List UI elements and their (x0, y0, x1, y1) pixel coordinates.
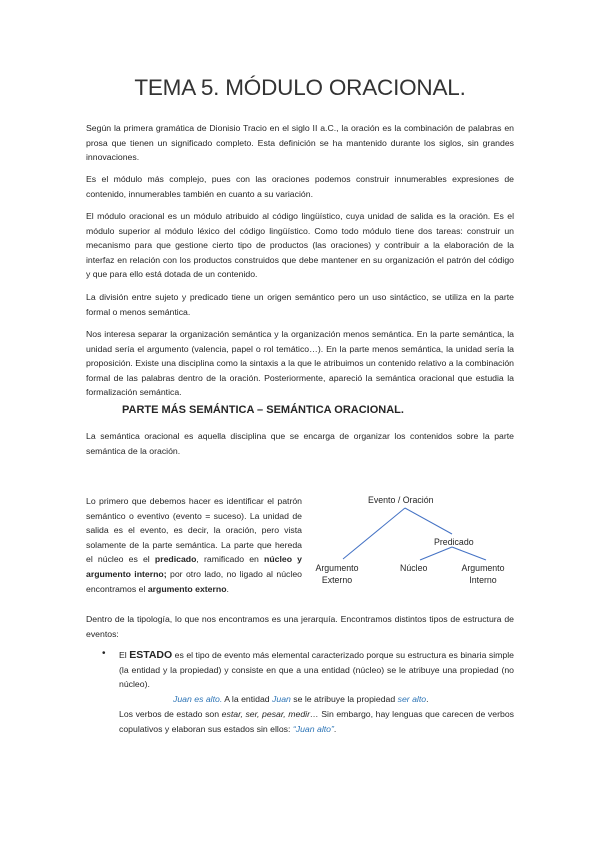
paragraph-3: El módulo oracional es un módulo atribuido al código lingüístico, cuya unidad de salida es la oración. Es el módulo superior al módulo léxico del código lingüístico. Como todo módulo tiene dos tareas: construir un mecanismo para que gestione cierto tipo de productos (las oraciones) y contribuir a la elaboración de la interfaz en relación con los productos construidos que debe mantener en su organización el patrón del código y que para ello está dotada de un contenido. (86, 211, 514, 280)
bullet-icon: • (102, 648, 106, 659)
example-text: . (426, 694, 429, 704)
paragraph-4: La división entre sujeto y predicado tiene un origen semántico pero un uso sintáctico, se utiliza en la parte formal o menos semántica. (86, 292, 514, 317)
example-property: ser alto (397, 694, 427, 704)
paragraph-1: Según la primera gramática de Dionisio Tracio en el siglo II a.C., la oración es la combinación de palabras en prosa que tienen un significado completo. Esta definición se ha mantenido durante los siglos, sin grandes innovaciones. (86, 123, 514, 163)
verbs-example: “Juan alto” (292, 723, 334, 734)
term-nucleo-argumento-interno: núcleo y argumento interno; (86, 554, 302, 579)
verbs-text: . (333, 723, 337, 734)
estado-text: El (119, 650, 130, 660)
node-evento-oracion: Evento / Oración (368, 495, 434, 505)
node-predicado: Predicado (434, 537, 474, 547)
column-text-part: Lo primero que debemos hacer es identificar el patrón semántico o eventivo (evento = suceso). La unidad de salida es el evento, es decir, la oración, pero vista solamente de la parte semántica. La parte que hereda el núcleo es el (86, 496, 302, 565)
example-text: se le atribuye la propiedad (290, 694, 398, 704)
term-estado: ESTADO (129, 649, 173, 661)
node-label-line: Interno (469, 575, 497, 585)
verbs-text: Los verbos de estado son (119, 709, 222, 719)
example-sentence: Juan es alto. (173, 694, 223, 704)
event-tree-diagram (310, 490, 515, 590)
term-argumento-externo: argumento externo (147, 583, 227, 594)
node-label-line: Argumento (315, 563, 359, 573)
node-label-line: Externo (321, 575, 353, 585)
node-argumento-externo (312, 562, 362, 586)
estado-text: es el tipo de evento más elemental caracterizado porque su estructura es binaria simple (la entidad y la propiedad) y consiste en que a una entidad (núcleo) se le atribuye una propiedad (no núcleo). (119, 650, 514, 690)
paragraph-2: Es el módulo más complejo, pues con las oraciones podemos construir innumerables expresiones de contenido, innumerables también en cuanto a su variación. (86, 174, 514, 199)
column-text-part: . (226, 583, 229, 594)
branch-root-argext (343, 508, 405, 559)
node-label-line: Argumento (461, 563, 505, 573)
example-text: A la entidad (222, 694, 273, 704)
branch-predicado-argint (452, 547, 486, 560)
term-predicado: predicado (154, 554, 197, 565)
estado-verbs (119, 707, 514, 736)
page-title: TEMA 5. MÓDULO ORACIONAL. (134, 75, 466, 100)
verbs-list: estar, ser, pesar, medir… (221, 709, 319, 719)
section-intro: La semántica oracional es aquella disciplina que se encarga de organizar los contenidos sobre la parte semántica de la oración. (86, 431, 514, 456)
node-nucleo: Núcleo (400, 563, 428, 573)
node-argumento-interno (458, 562, 508, 586)
estado-paragraph (119, 648, 514, 692)
estado-example (119, 692, 514, 707)
branch-root-predicado (405, 508, 452, 534)
example-entity: Juan (272, 694, 291, 704)
branch-predicado-nucleo (420, 547, 452, 560)
verbs-text: Sin embargo, hay lenguas que carecen de verbos copulativos y elaboran sus estados sin ellos: (119, 709, 514, 734)
paragraph-5: Nos interesa separar la organización semántica y la organización menos semántica. En la parte semántica, la unidad sería el argumento (valencia, papel o rol temático…). En la parte menos semántica, la unidad sería la proposición. Existe una disciplina como la sintaxis a la que le atribuimos un contenido relativo a la combinación formal de las palabras dentro de la oración. Posteriormente, apareció la semántica oracional que estudia la formalización semántica. (86, 329, 514, 398)
column-text-part: por otro lado, no ligado al núcleo encontramos el (86, 568, 302, 594)
tipologia-paragraph: Dentro de la tipología, lo que nos encontramos es una jerarquía. Encontramos distintos tipos de estructura de eventos: (86, 614, 514, 639)
column-text (86, 494, 302, 596)
column-text-part: , ramificado en (196, 554, 265, 565)
section-heading: PARTE MÁS SEMÁNTICA – SEMÁNTICA ORACIONAL. (122, 404, 404, 416)
